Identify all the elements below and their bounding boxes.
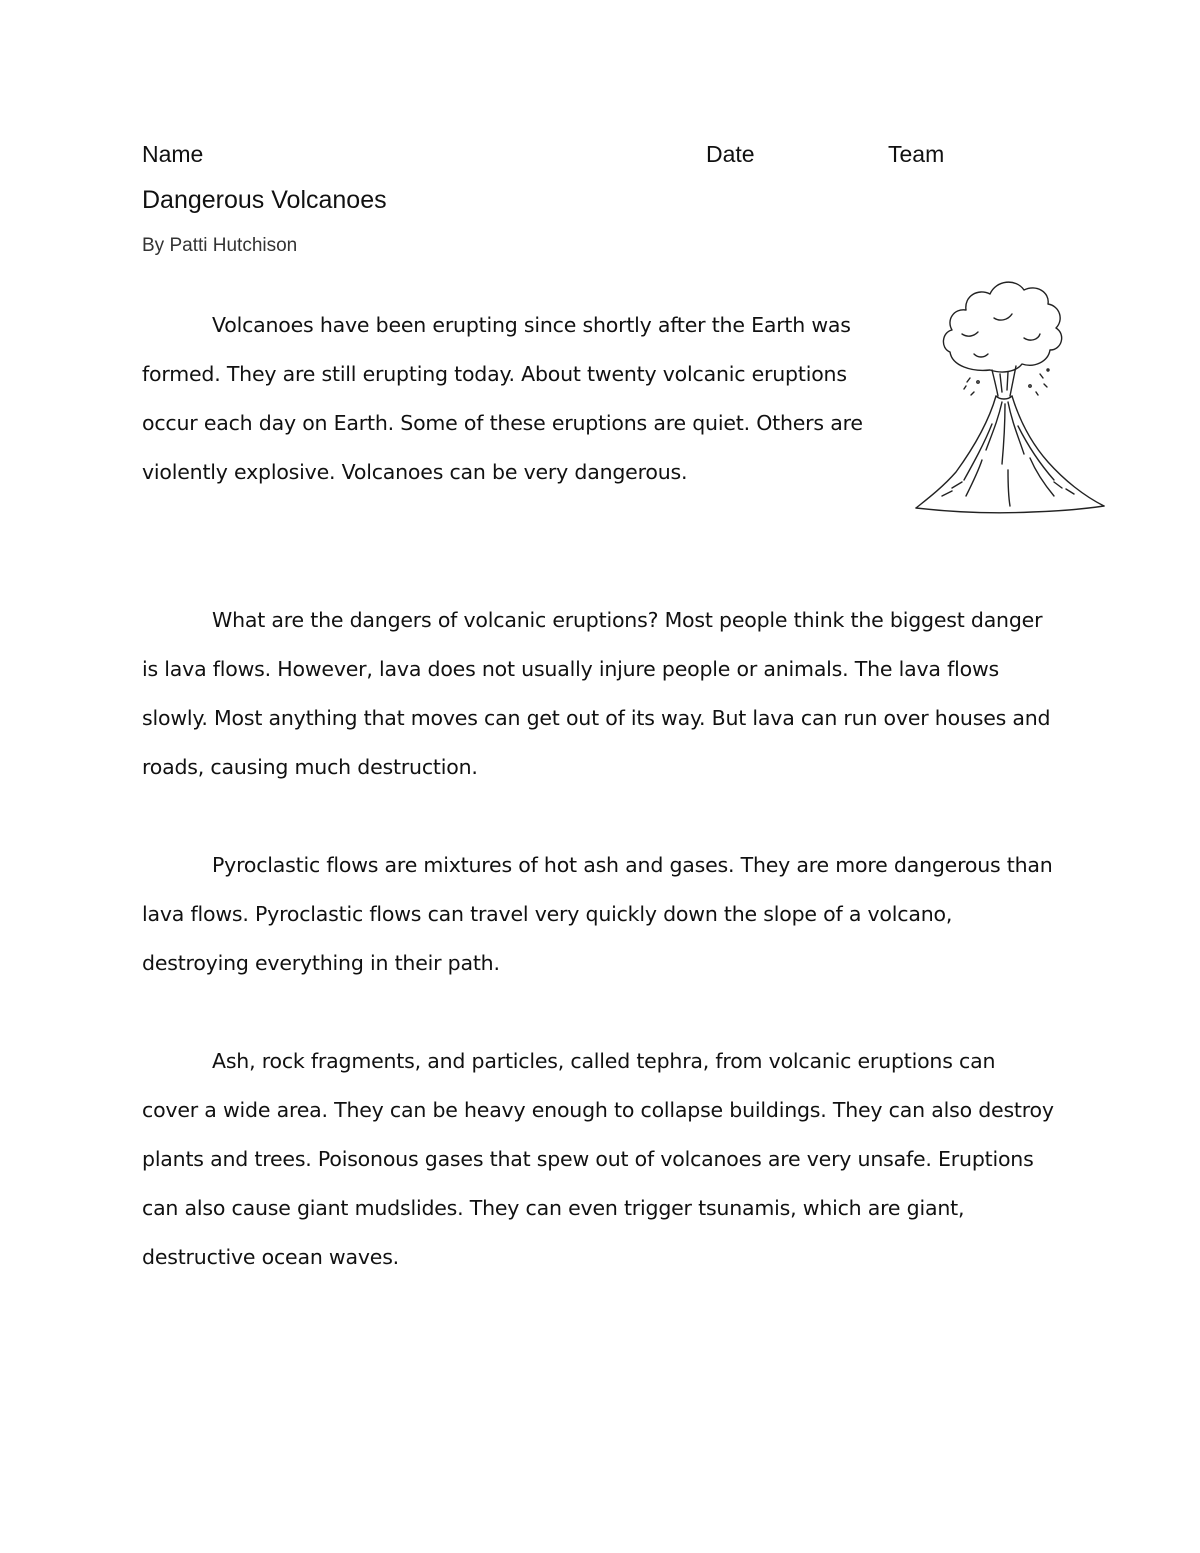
paragraph-pyroclastic: Pyroclastic flows are mixtures of hot ash and gases. They are more dangerous than lava flows. Pyroclastic flows can travel very quickly down the slope of a volcano, destroying everything in their path. [142, 853, 1053, 975]
team-label: Team [888, 141, 945, 167]
date-label: Date [706, 141, 755, 167]
volcano-eruption-icon [912, 274, 1108, 516]
worksheet-header [142, 141, 1042, 173]
paragraph-lava: What are the dangers of volcanic eruptions? Most people think the biggest danger is lava flows. However, lava does not usually injure people or animals. The lava flows slowly. Most anything that moves can get out of its way. But lava can run over houses and roads, causing much destruction. [142, 608, 1051, 779]
article-byline: By Patti Hutchison [142, 235, 298, 256]
paragraph-tephra: Ash, rock fragments, and particles, called tephra, from volcanic eruptions can cover a wide area. They can be heavy enough to collapse buildings. They can also destroy plants and trees. Poisonous gases that spew out of volcanoes are very unsafe. Eruptions can also cause giant mudslides. They can even trigger tsunamis, which are giant, destructive ocean waves. [142, 1049, 1054, 1269]
name-label: Name [142, 141, 204, 167]
paragraph-intro: Volcanoes have been erupting since shortly after the Earth was formed. They are still erupting today. About twenty volcanic eruptions occur each day on Earth. Some of these eruptions are quiet. Others are violently explosive. Volcanoes can be very dangerous. [142, 313, 863, 484]
article-title: Dangerous Volcanoes [142, 186, 387, 214]
